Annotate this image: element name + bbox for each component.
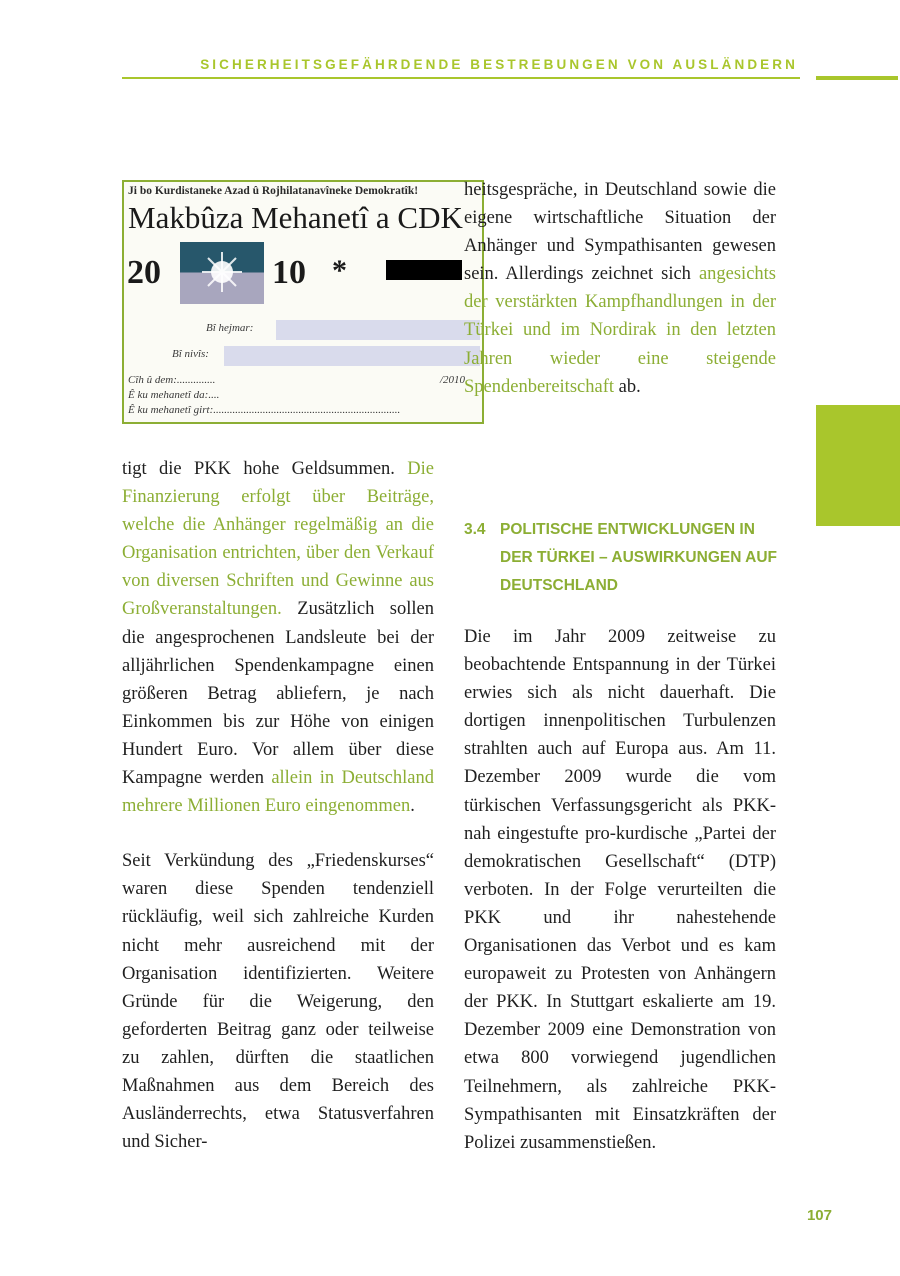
left-column	[122, 455, 434, 1156]
highlighted-text: allein in Deutschland mehrere Millionen Euro eingenommen	[122, 768, 434, 817]
receipt-title: Makbûza Mehanetî a CDK	[128, 200, 463, 235]
paragraph: Die im Jahr 2009 zeitweise zu beobachtende Entspannung in der Türkei erwies sich als nicht dauerhaft. Die dortigen innenpolitischen Turbulenzen strahlten auch auf Europa aus. Am 11. Dezember 2009 wurde die vom türkischen Verfassungsgericht als PKK-nah eingestufte pro-kurdische „Partei der demokratischen Gesellschaft“ (DTP) verboten. In der Folge verurteilten die PKK und ihr nahestehende Organisationen das Verbot und es kam europaweit zu Protesten von Anhängern der PKK. In Stuttgart eskalierte am 19. Dezember 2009 eine Demonstration von etwa 800 vorwiegend jugendlichen Teilnehmern, als zahlreiche PKK-Sympathisanten mit Einsatzkräften der Polizei zusammenstießen.	[464, 627, 776, 1153]
highlighted-text: angesichts der verstärkten Kampfhandlungen in der Türkei und im Nordirak in den letzten Jahren wieder eine steigende Spendenbereitschaft	[464, 264, 776, 397]
paragraph: tigt die PKK hohe Geldsummen. Die Finanzierung erfolgt über Beiträge, welche die Anhänger regelmäßig an die Organisation entrichten, über den Verkauf von diversen Schriften und Gewinne aus Großveranstaltungen. Zusätzlich sollen die angesprochenen Landsleute bei der alljährlichen Spendenkampagne einen größeren Betrag abliefern, je nach Einkommen bis zur Höhe von einigen Hundert Euro. Vor allem über diese Kampagne werden allein in Deutschland mehrere Millionen Euro eingenommen.	[122, 459, 434, 817]
chapter-tab-marker	[816, 405, 900, 526]
paragraph: heitsgespräche, in Deutschland sowie die eigene wirtschaftliche Situation der Anhänger und Sympathisanten gewesen sein. Allerdings zeichnet sich angesichts der verstärkten Kampfhandlungen in der Türkei und im Nordirak in den letzten Jahren wieder eine steigende Spendenbereitschaft ab.	[464, 180, 776, 397]
receipt-figure	[122, 180, 484, 424]
right-column-body	[464, 623, 776, 1157]
right-column-top	[464, 176, 776, 401]
receipt-year-right: 10	[272, 254, 306, 291]
receipt-heading: Ji bo Kurdistaneke Azad û Rojhilatanavîneke Demokratîk!	[128, 185, 419, 197]
section-title: POLITISCHE ENTWICKLUNGEN IN DER TÜRKEI – AUSWIRKUNGEN AUF DEUTSCHLAND	[500, 521, 777, 594]
receipt-line-year: /2010	[440, 374, 466, 386]
receipt-field-words	[224, 346, 480, 366]
section-number: 3.4	[464, 521, 486, 538]
receipt-line-received: Ê ku mehanetî girt:....................................................................	[128, 404, 401, 416]
redaction-bar	[386, 260, 462, 280]
receipt-line-given: Ê ku mehanetî da:....	[128, 389, 220, 401]
receipt-label-words: Bî nivîs:	[172, 348, 209, 360]
page-number: 107	[806, 1207, 832, 1224]
receipt-label-number: Bî hejmar:	[206, 322, 254, 334]
emblem-image	[180, 242, 264, 304]
paragraph: Seit Verkündung des „Friedenskurses“ waren diese Spenden tendenziell rückläufig, weil sich zahlreiche Kurden nicht mehr ausreichend mit der Organisation identifizierten. Weitere Gründe für die Weigerung, den geforderten Beitrag ganz oder teilweise zu zahlen, dürften die staatlichen Maßnahmen aus dem Bereich des Ausländerrechts, etwa Statusverfahren und Sicher-	[122, 851, 434, 1153]
highlighted-text: Die Finanzierung erfolgt über Beiträge, welche die Anhänger regelmäßig an die Organisation entrichten, über den Verkauf von diversen Schriften und Gewinne aus Großveranstaltungen.	[122, 459, 434, 620]
receipt-field-number	[276, 320, 480, 340]
header-rule-accent	[816, 76, 898, 80]
receipt-line-place: Cîh û dem:..............	[128, 374, 216, 386]
receipt-year-left: 20	[127, 254, 161, 291]
header-rule	[122, 77, 800, 79]
receipt-star: *	[332, 254, 347, 287]
running-header: SICHERHEITSGEFÄHRDENDE BESTREBUNGEN VON AUSLÄNDERN	[200, 57, 798, 72]
